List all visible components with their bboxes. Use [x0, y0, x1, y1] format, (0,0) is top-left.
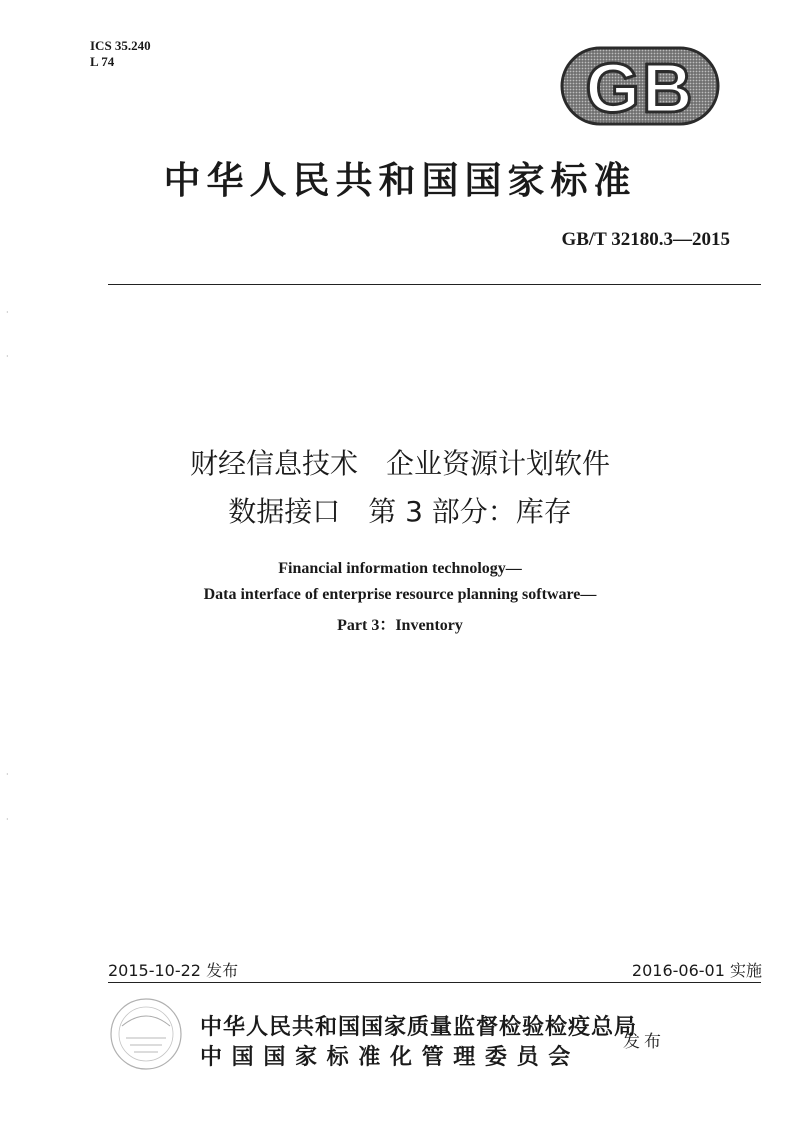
- ics-code: ICS 35.240: [90, 38, 151, 53]
- margin-mark: ·: [6, 770, 9, 779]
- title-en-line2: Data interface of enterprise resource planning software—: [203, 586, 597, 603]
- title-zh-line1: 财经信息技术 企业资源计划软件: [189, 447, 610, 480]
- issue-date: 2015-10-22 发布: [108, 961, 239, 980]
- publish-label: 发布: [623, 1032, 665, 1052]
- implementation-date: 2016-06-01 实施: [631, 961, 762, 980]
- margin-mark: ·: [6, 815, 9, 824]
- national-standard-heading: 中华人民共和国国家标准: [163, 159, 637, 202]
- title-en-line3: Part 3：Inventory: [337, 617, 463, 634]
- title-en-line1: Financial information technology—: [278, 560, 522, 577]
- anti-counterfeit-seal-icon: [108, 996, 184, 1072]
- header-divider: [108, 284, 761, 285]
- gb-logo: [560, 46, 720, 126]
- gb-logo-text: GB: [585, 49, 695, 126]
- issuer-aqsiq: 中华人民共和国国家质量监督检验检疫总局: [200, 1014, 638, 1040]
- ccs-code: L 74: [90, 54, 115, 69]
- classification-codes: [90, 38, 151, 70]
- footer-divider: [108, 982, 761, 983]
- issuer-sac: 中 国 国 家 标 准 化 管 理 委 员 会: [200, 1044, 572, 1070]
- margin-mark: ·: [6, 308, 9, 317]
- margin-mark: ·: [6, 352, 9, 361]
- title-zh-line2: 数据接口 第 3 部分：库存: [228, 495, 572, 528]
- standard-number: GB/T 32180.3—2015: [561, 229, 730, 250]
